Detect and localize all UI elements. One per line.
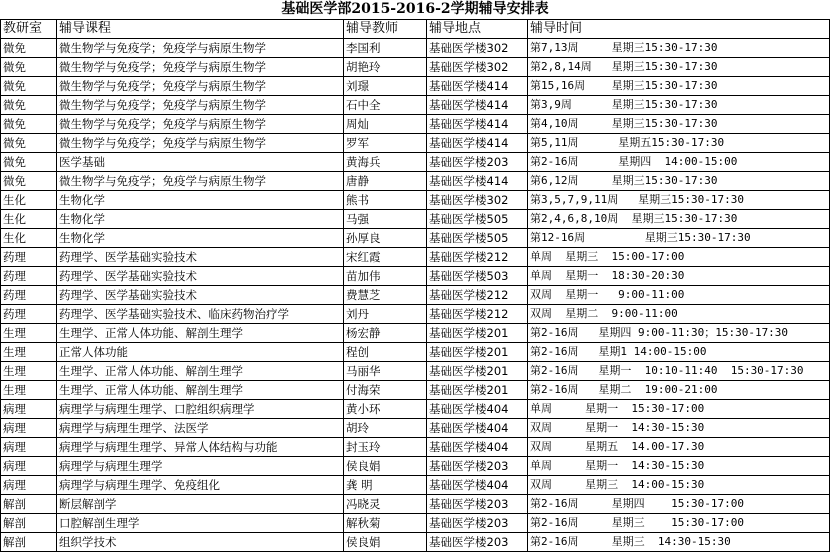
time-cell: 单周 星期一 15:30-17:00: [528, 400, 830, 419]
course-cell: 药理学、医学基础实验技术、临床药物治疗学: [57, 305, 344, 324]
table-row: [1, 58, 830, 77]
department-cell: 微免: [1, 58, 57, 77]
department-cell: 解剖: [1, 495, 57, 514]
department-cell: 生理: [1, 381, 57, 400]
location-cell: 基础医学楼201: [427, 324, 528, 343]
time-cell: 第15,16周 星期三15:30-17:30: [528, 77, 830, 96]
course-cell: 生理学、正常人体功能、解剖生理学: [57, 324, 344, 343]
course-cell: 药理学、医学基础实验技术: [57, 248, 344, 267]
schedule-table: [0, 19, 830, 552]
course-cell: 生物化学: [57, 191, 344, 210]
teacher-cell: 黄小环: [344, 400, 427, 419]
department-cell: 药理: [1, 286, 57, 305]
location-cell: 基础医学楼404: [427, 438, 528, 457]
department-cell: 病理: [1, 400, 57, 419]
teacher-cell: 唐静: [344, 172, 427, 191]
time-cell: 第2-16周 星期三 15:30-17:00: [528, 514, 830, 533]
time-cell: 第4,10周 星期三15:30-17:30: [528, 115, 830, 134]
location-cell: 基础医学楼203: [427, 495, 528, 514]
time-cell: 第2-16周 星期1 14:00-15:00: [528, 343, 830, 362]
table-row: [1, 495, 830, 514]
course-cell: 生物化学: [57, 210, 344, 229]
course-cell: 病理学与病理生理学、口腔组织病理学: [57, 400, 344, 419]
department-cell: 微免: [1, 77, 57, 96]
department-cell: 药理: [1, 248, 57, 267]
location-cell: 基础医学楼404: [427, 400, 528, 419]
header-teacher: 辅导教师: [344, 20, 427, 39]
location-cell: 基础医学楼302: [427, 39, 528, 58]
teacher-cell: 付海荣: [344, 381, 427, 400]
location-cell: 基础医学楼212: [427, 286, 528, 305]
teacher-cell: 杨宏静: [344, 324, 427, 343]
department-cell: 药理: [1, 267, 57, 286]
teacher-cell: 苗加伟: [344, 267, 427, 286]
course-cell: 药理学、医学基础实验技术: [57, 267, 344, 286]
table-row: [1, 172, 830, 191]
time-cell: 第2-16周 星期四 9:00-11:30；15:30-17:30: [528, 324, 830, 343]
teacher-cell: 程创: [344, 343, 427, 362]
department-cell: 微免: [1, 96, 57, 115]
time-cell: 双周 星期一 14:30-15:30: [528, 419, 830, 438]
table-header-row: [1, 20, 830, 39]
table-row: [1, 229, 830, 248]
location-cell: 基础医学楼203: [427, 457, 528, 476]
table-row: [1, 39, 830, 58]
course-cell: 病理学与病理生理学、免疫组化: [57, 476, 344, 495]
teacher-cell: 冯晓灵: [344, 495, 427, 514]
department-cell: 病理: [1, 476, 57, 495]
department-cell: 生理: [1, 343, 57, 362]
course-cell: 微生物学与免疫学；免疫学与病原生物学: [57, 115, 344, 134]
location-cell: 基础医学楼201: [427, 381, 528, 400]
table-row: [1, 210, 830, 229]
location-cell: 基础医学楼414: [427, 134, 528, 153]
department-cell: 解剖: [1, 514, 57, 533]
course-cell: 药理学、医学基础实验技术: [57, 286, 344, 305]
time-cell: 第2-16周 星期一 10:10-11:40 15:30-17:30: [528, 362, 830, 381]
time-cell: 第2-16周 星期四 14:00-15:00: [528, 153, 830, 172]
teacher-cell: 马强: [344, 210, 427, 229]
department-cell: 微免: [1, 39, 57, 58]
schedule-table-body: [1, 20, 830, 552]
teacher-cell: 石中全: [344, 96, 427, 115]
table-row: [1, 286, 830, 305]
teacher-cell: 胡玲: [344, 419, 427, 438]
time-cell: 第5,11周 星期五15:30-17:30: [528, 134, 830, 153]
course-cell: 病理学与病理生理学: [57, 457, 344, 476]
course-cell: 微生物学与免疫学；免疫学与病原生物学: [57, 39, 344, 58]
table-row: [1, 343, 830, 362]
time-cell: 双周 星期三 14:00-15:30: [528, 476, 830, 495]
location-cell: 基础医学楼414: [427, 172, 528, 191]
location-cell: 基础医学楼212: [427, 305, 528, 324]
location-cell: 基础医学楼203: [427, 153, 528, 172]
table-row: [1, 153, 830, 172]
teacher-cell: 周灿: [344, 115, 427, 134]
location-cell: 基础医学楼414: [427, 77, 528, 96]
time-cell: 第2,8,14周 星期三15:30-17:30: [528, 58, 830, 77]
header-course: 辅导课程: [57, 20, 344, 39]
table-row: [1, 115, 830, 134]
teacher-cell: 宋红霞: [344, 248, 427, 267]
location-cell: 基础医学楼414: [427, 115, 528, 134]
course-cell: 组织学技术: [57, 533, 344, 552]
department-cell: 解剖: [1, 533, 57, 552]
table-row: [1, 362, 830, 381]
course-cell: 微生物学与免疫学；免疫学与病原生物学: [57, 172, 344, 191]
location-cell: 基础医学楼404: [427, 419, 528, 438]
teacher-cell: 侯良娟: [344, 533, 427, 552]
teacher-cell: 孙厚良: [344, 229, 427, 248]
location-cell: 基础医学楼203: [427, 533, 528, 552]
time-cell: 单周 星期一 14:30-15:30: [528, 457, 830, 476]
course-cell: 正常人体功能: [57, 343, 344, 362]
table-row: [1, 134, 830, 153]
course-cell: 微生物学与免疫学；免疫学与病原生物学: [57, 134, 344, 153]
department-cell: 微免: [1, 153, 57, 172]
department-cell: 生化: [1, 191, 57, 210]
location-cell: 基础医学楼302: [427, 58, 528, 77]
page-title: 基础医学部2015-2016-2学期辅导安排表: [281, 1, 549, 17]
location-cell: 基础医学楼414: [427, 96, 528, 115]
table-row: [1, 267, 830, 286]
table-row: [1, 381, 830, 400]
location-cell: 基础医学楼302: [427, 191, 528, 210]
time-cell: 双周 星期五 14.00-17.30: [528, 438, 830, 457]
department-cell: 生化: [1, 210, 57, 229]
table-row: [1, 96, 830, 115]
course-cell: 口腔解剖生理学: [57, 514, 344, 533]
course-cell: 生理学、正常人体功能、解剖生理学: [57, 362, 344, 381]
table-row: [1, 305, 830, 324]
teacher-cell: 龚 明: [344, 476, 427, 495]
header-location: 辅导地点: [427, 20, 528, 39]
table-row: [1, 400, 830, 419]
location-cell: 基础医学楼505: [427, 210, 528, 229]
time-cell: 双周 星期二 9:00-11:00: [528, 305, 830, 324]
location-cell: 基础医学楼503: [427, 267, 528, 286]
teacher-cell: 熊书: [344, 191, 427, 210]
department-cell: 微免: [1, 134, 57, 153]
teacher-cell: 解秋菊: [344, 514, 427, 533]
department-cell: 病理: [1, 438, 57, 457]
table-row: [1, 438, 830, 457]
department-cell: 药理: [1, 305, 57, 324]
location-cell: 基础医学楼203: [427, 514, 528, 533]
location-cell: 基础医学楼404: [427, 476, 528, 495]
department-cell: 病理: [1, 419, 57, 438]
course-cell: 微生物学与免疫学；免疫学与病原生物学: [57, 77, 344, 96]
location-cell: 基础医学楼201: [427, 343, 528, 362]
department-cell: 生理: [1, 324, 57, 343]
teacher-cell: 罗军: [344, 134, 427, 153]
table-row: [1, 419, 830, 438]
table-row: [1, 533, 830, 552]
teacher-cell: 侯良娟: [344, 457, 427, 476]
course-cell: 生物化学: [57, 229, 344, 248]
teacher-cell: 黄海兵: [344, 153, 427, 172]
location-cell: 基础医学楼212: [427, 248, 528, 267]
time-cell: 第12-16周 星期三15:30-17:30: [528, 229, 830, 248]
course-cell: 微生物学与免疫学；免疫学与病原生物学: [57, 96, 344, 115]
department-cell: 微免: [1, 115, 57, 134]
department-cell: 生化: [1, 229, 57, 248]
teacher-cell: 费慧芝: [344, 286, 427, 305]
time-cell: 双周 星期一 9:00-11:00: [528, 286, 830, 305]
time-cell: 第3,5,7,9,11周 星期三15:30-17:30: [528, 191, 830, 210]
course-cell: 医学基础: [57, 153, 344, 172]
time-cell: 单周 星期三 15:00-17:00: [528, 248, 830, 267]
table-row: [1, 248, 830, 267]
time-cell: 单周 星期一 18:30-20:30: [528, 267, 830, 286]
teacher-cell: 封玉玲: [344, 438, 427, 457]
course-cell: 病理学与病理生理学、法医学: [57, 419, 344, 438]
teacher-cell: 胡艳玲: [344, 58, 427, 77]
teacher-cell: 刘丹: [344, 305, 427, 324]
teacher-cell: 马丽华: [344, 362, 427, 381]
course-cell: 微生物学与免疫学；免疫学与病原生物学: [57, 58, 344, 77]
location-cell: 基础医学楼505: [427, 229, 528, 248]
time-cell: 第3,9周 星期三15:30-17:30: [528, 96, 830, 115]
time-cell: 第7,13周 星期三15:30-17:30: [528, 39, 830, 58]
course-cell: 生理学、正常人体功能、解剖生理学: [57, 381, 344, 400]
course-cell: 断层解剖学: [57, 495, 344, 514]
time-cell: 第2-16周 星期二 19:00-21:00: [528, 381, 830, 400]
table-row: [1, 514, 830, 533]
teacher-cell: 刘璟: [344, 77, 427, 96]
table-row: [1, 324, 830, 343]
table-row: [1, 476, 830, 495]
location-cell: 基础医学楼201: [427, 362, 528, 381]
department-cell: 病理: [1, 457, 57, 476]
time-cell: 第2,4,6,8,10周 星期三15:30-17:30: [528, 210, 830, 229]
course-cell: 病理学与病理生理学、异常人体结构与功能: [57, 438, 344, 457]
department-cell: 生理: [1, 362, 57, 381]
header-time: 辅导时间: [528, 20, 830, 39]
teacher-cell: 李国利: [344, 39, 427, 58]
department-cell: 微免: [1, 172, 57, 191]
table-row: [1, 77, 830, 96]
header-department: 教研室: [1, 20, 57, 39]
time-cell: 第2-16周 星期三 14:30-15:30: [528, 533, 830, 552]
time-cell: 第6,12周 星期三15:30-17:30: [528, 172, 830, 191]
table-row: [1, 457, 830, 476]
time-cell: 第2-16周 星期四 15:30-17:00: [528, 495, 830, 514]
table-row: [1, 191, 830, 210]
